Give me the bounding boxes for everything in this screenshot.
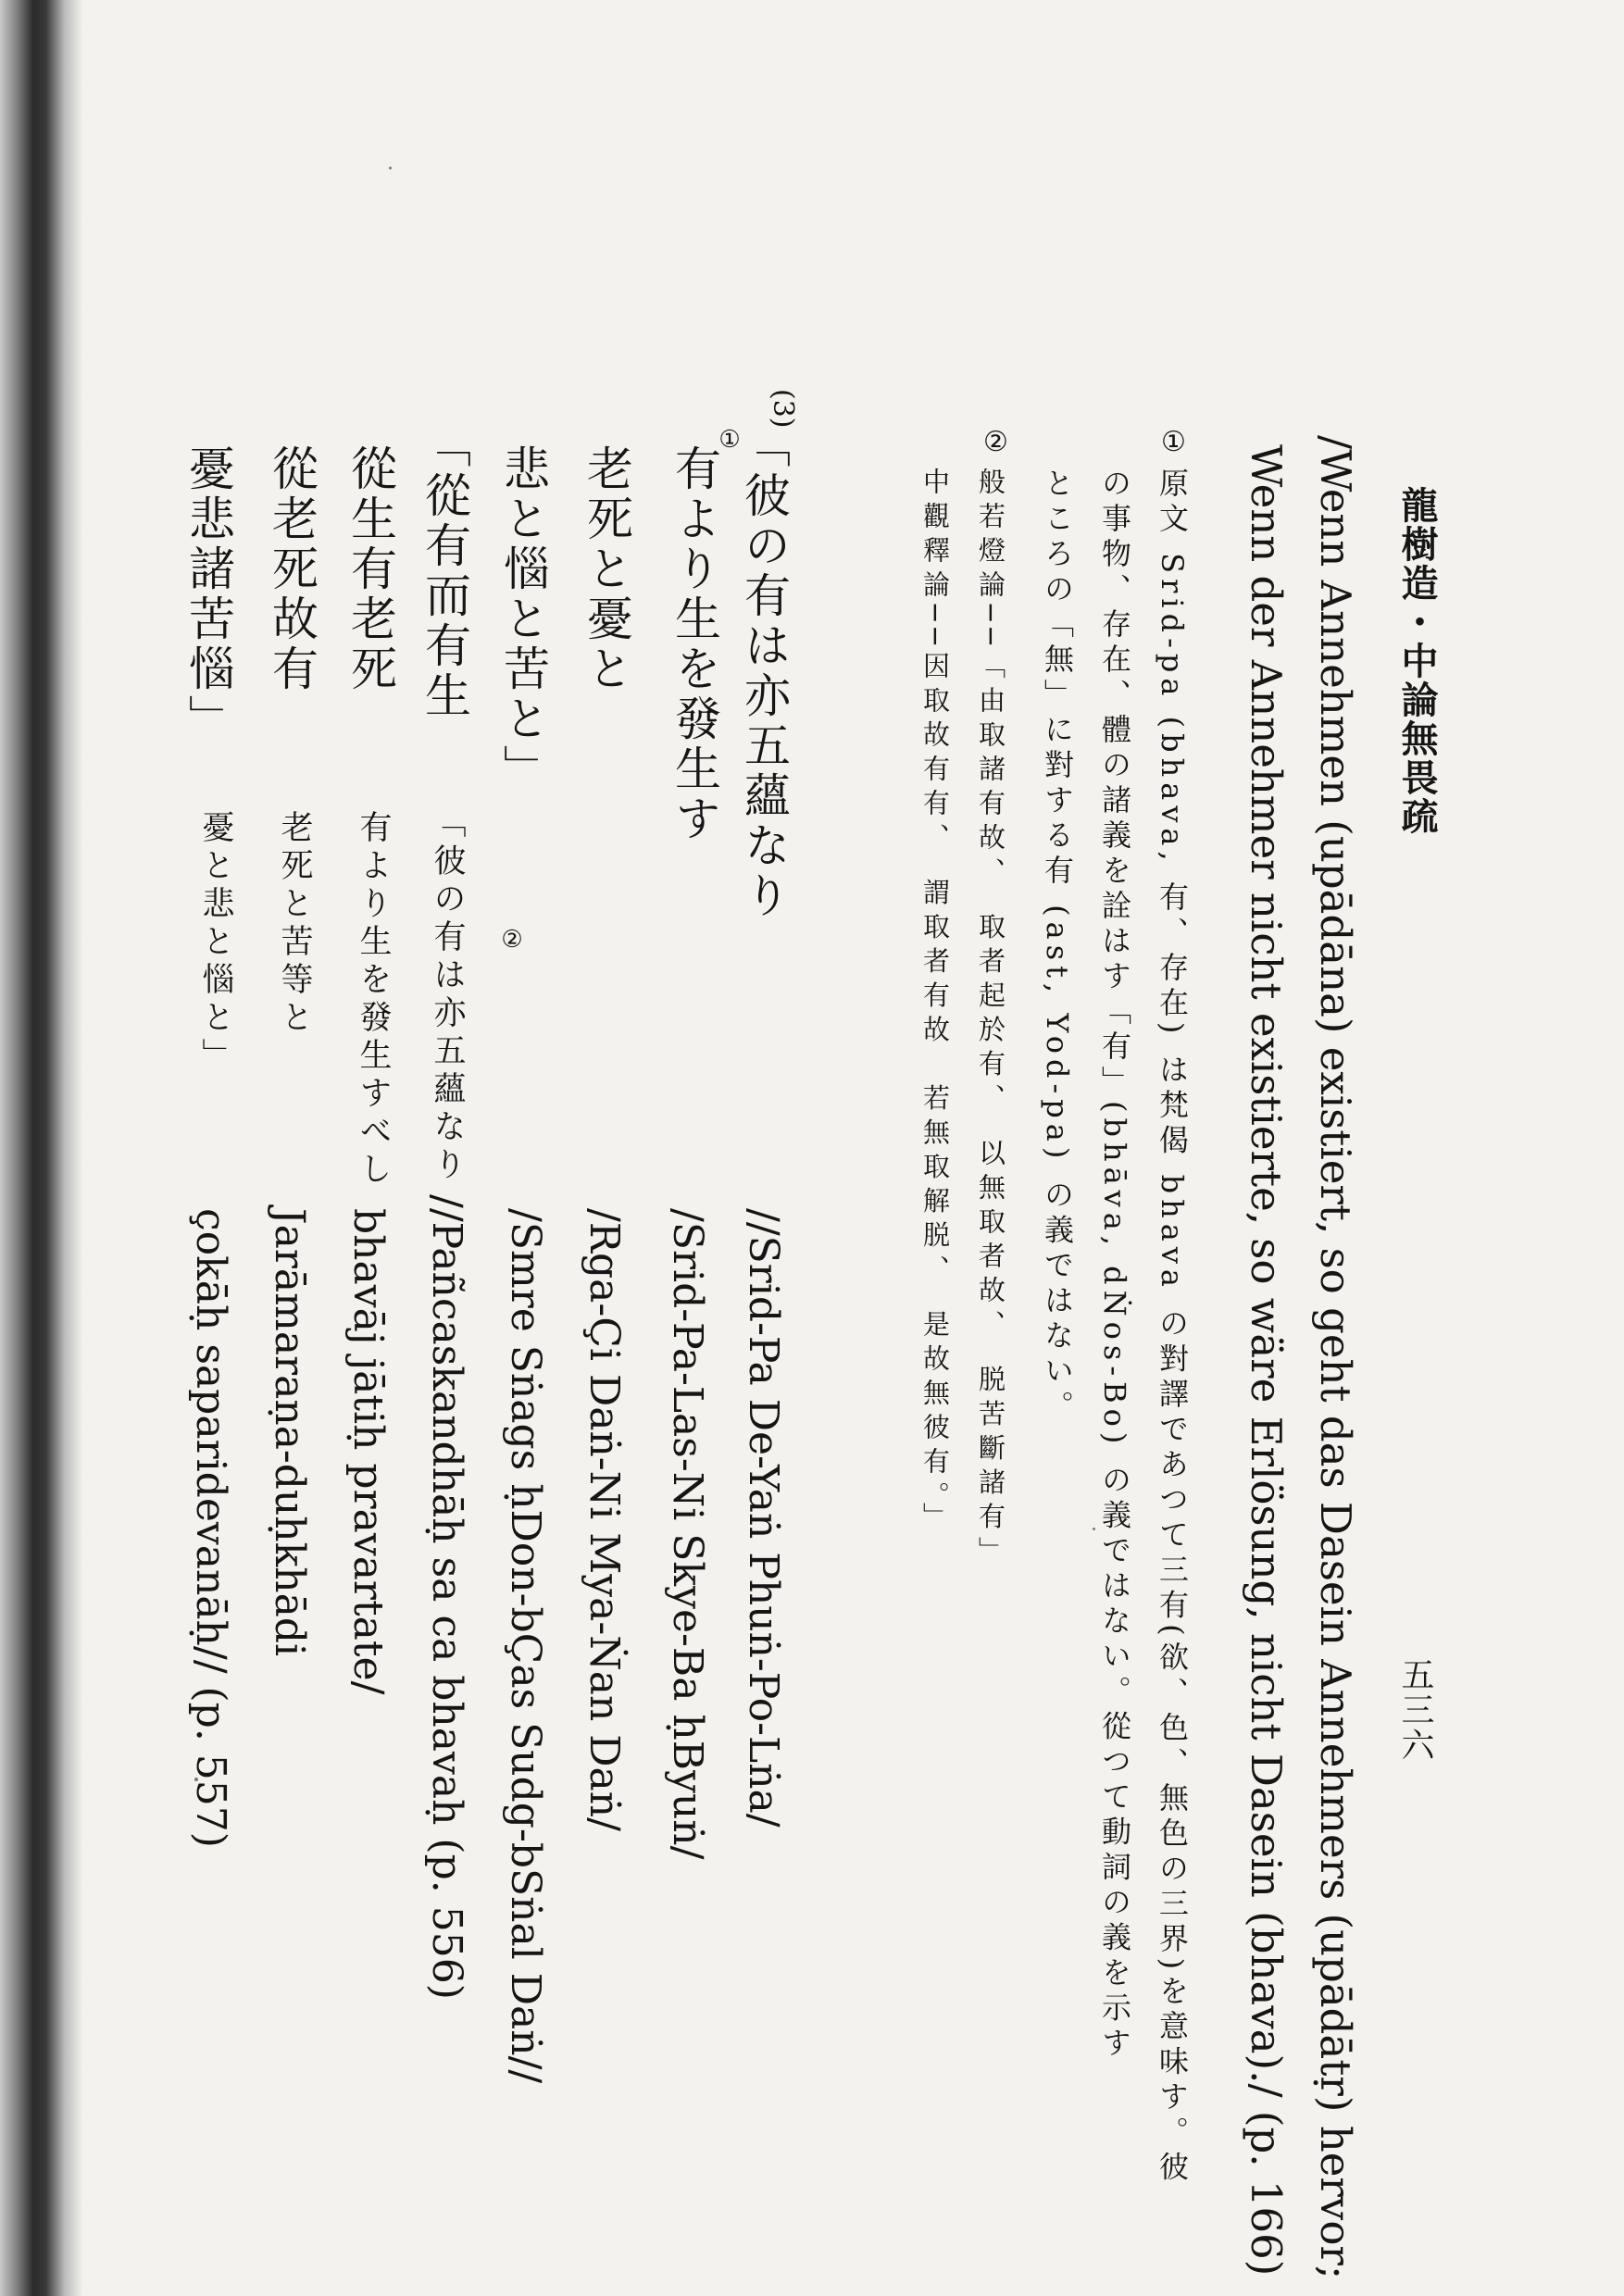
tibetan-line-4: /Smre Sṅags ḥDon-bÇas Sudg-bSṅal Daṅ//	[502, 1208, 549, 2084]
sanskrit-line-3: Jarāmaraṇa-duḥkhādi	[266, 1208, 313, 1657]
verse-jp-line-3: 老死と憂と	[580, 444, 633, 694]
sanskrit-line-1: //Pañcaskandhāḥ sa ca bhavaḥ (p. 556)	[423, 1194, 470, 2000]
verse-number: (3)	[767, 389, 799, 429]
page-number: 五三六	[1396, 1657, 1434, 1763]
gloss-line-4: 憂と悲と惱と」	[197, 810, 234, 1076]
scan-speck	[389, 167, 392, 169]
note-1-marker: ①	[1157, 426, 1190, 458]
gloss-line-2: 有より生を發生すべし	[355, 810, 392, 1190]
verse-jp-line-1: 「彼の有は亦五蘊なり	[737, 421, 791, 921]
verse-jp-line-4: 悲と惱と苦と」	[496, 444, 550, 794]
verse-jp-line-6: 從生有老死	[344, 444, 397, 694]
verse-jp-line-7: 從老死故有	[265, 444, 319, 694]
tibetan-line-2: /Srid-Pa-Las-Ni Skye-Ba ḥByuṅ/	[664, 1208, 711, 1860]
scan-speck	[1093, 1528, 1095, 1530]
note-2-line-2: 中觀釋論──因取故有有、 謂取者有故 若無取解脱、 是故無彼有。」	[919, 468, 951, 1537]
german-line-1: /Wenn Annehmen (upādāna) existiert, so geht das Dasein Annehmers (upādātṛ) hervor;	[1311, 435, 1360, 2280]
note-2-line-1: 般若燈論──「由取諸有故、 取者起於有、 以無取者故、 脱苦斷諸有」	[975, 468, 1006, 1571]
running-title: 龍樹造・中論無畏疏	[1395, 486, 1439, 836]
note-1-line-2: の事物、存在、體の諸義を詮はす「有」(bhāva, dṄos-Bo) の義ではない。從つて動詞の義を示す	[1097, 468, 1132, 2063]
note-2-marker: ②	[980, 426, 1012, 458]
verse-jp-line-5: 「從有而有生	[418, 421, 471, 721]
tibetan-line-3: /Rga-Çi Daṅ-Ni Mya-Ṅan Daṅ/	[581, 1208, 628, 1831]
verse-marker-2: ②	[498, 926, 526, 954]
sanskrit-line-4: çokāḥ saparidevanāḥ// (p. 557)	[187, 1208, 234, 1848]
tibetan-line-1: //Srid-Pa De-Yaṅ Phuṅ-Po-Lṅa/	[740, 1208, 787, 1828]
scan-gutter-shadow	[0, 0, 83, 2296]
sanskrit-line-2: bhavāj jātiḥ pravartate/	[344, 1208, 392, 1695]
german-line-2: Wenn der Annehmer nicht existierte, so wäre Erlösung, nicht Dasein (bhava)./ (p. 166)	[1242, 444, 1291, 2277]
verse-jp-line-8: 憂悲諸苦惱」	[181, 444, 235, 744]
verse-jp-line-2: 有より生を發生す	[668, 444, 721, 844]
note-1-line-1: 原文 Srid-pa (bhava, 有、存在) は梵偈 bhava の對譯であつて三有(欲、色、無色の三界)を意味す。彼	[1155, 468, 1190, 2187]
note-1-line-3: ところの「無」に對する有 (ast, Yod-pa) の義ではない。	[1040, 468, 1075, 1426]
gloss-line-1: 「彼の有は亦五蘊なり	[429, 805, 466, 1185]
gloss-line-3: 老死と苦等と	[276, 810, 313, 1038]
verse-marker-1: ①	[716, 426, 743, 454]
